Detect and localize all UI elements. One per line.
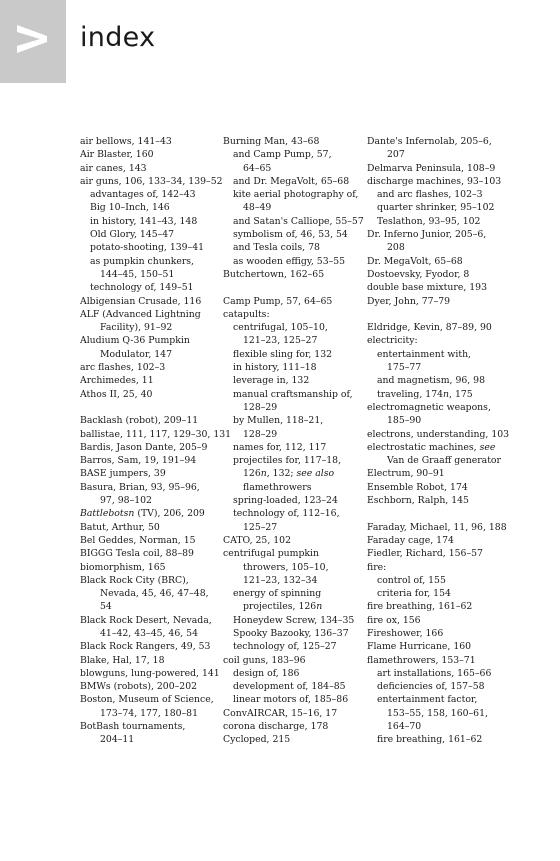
index-entry [223,654,358,667]
index-entry [367,600,502,613]
entry-text-part: n [128,508,135,520]
entry-text: and magnetism, 96, 98 [377,375,486,387]
entry-text-part: (TV), 206, 209 [134,508,205,520]
index-entry [80,255,215,268]
entry-text: development of, 184–85 [233,681,346,693]
index-entry [223,680,358,693]
index-entry [367,162,502,175]
entry-text: Big 10–Inch, 146 [90,202,170,214]
entry-text: names for, 112, 117 [233,441,327,453]
entry-text: Butchertown, 162–65 [223,268,325,280]
index-entry [223,693,358,706]
index-entry [367,414,502,427]
index-entry [80,281,215,294]
chapter-tab [0,0,66,83]
entry-text: 97, 98–102 [100,495,152,507]
index-entry [223,295,358,308]
entry-text: 126 [243,468,261,480]
entry-text: design of, 186 [233,667,300,679]
index-entry [223,521,358,534]
entry-text: linear motors of, 185–86 [233,694,349,706]
index-entry [80,614,215,627]
index-entry [367,201,502,214]
index-entry [80,454,215,467]
entry-text: Bel Geddes, Norman, 15 [80,534,196,546]
entry-text: throwers, 105–10, [243,561,329,573]
index-entry [223,414,358,427]
entry-text: technology of, 112–16, [233,508,340,520]
index-entry [80,374,215,387]
chevron-right-icon [14,19,52,59]
entry-text: Athos II, 25, 40 [80,388,153,400]
entry-text-part: n [260,468,267,480]
entry-text: BotBash tournaments, [80,721,186,733]
entry-text: BASE jumpers, 39 [80,468,166,480]
entry-text: technology of, 149–51 [90,282,194,294]
entry-text: Delmarva Peninsula, 108–9 [367,162,496,174]
entry-text: Eschborn, Ralph, 145 [367,495,469,507]
index-entry [367,441,502,454]
entry-text: control of, 155 [377,574,446,586]
index-entry [223,228,358,241]
entry-text: flamethrowers, 153–71 [367,654,476,666]
entry-text: Albigensian Crusade, 116 [80,295,202,307]
index-entry [223,467,358,480]
page-title: index [80,22,156,53]
entry-text: 185–90 [387,415,422,427]
index-entry [367,720,502,733]
entry-text: Dostoevsky, Fyodor, 8 [367,268,470,280]
entry-text: by Mullen, 118–21, [233,415,324,427]
index-entry [80,414,215,427]
index-entry [367,627,502,640]
index-entry [223,627,358,640]
entry-text: Blake, Hal, 17, 18 [80,654,165,666]
entry-text: kite aerial photography of, [233,189,359,201]
entry-spacer [367,507,502,520]
entry-text: Modulator, 147 [100,348,172,360]
index-entry [223,707,358,720]
entry-text: coil guns, 183–96 [223,654,306,666]
entry-text: Archimedes, 11 [80,375,154,387]
entry-text: air bellows, 141–43 [80,136,172,147]
entry-text: Fiedler, Richard, 156–57 [367,548,483,560]
index-entry [80,308,215,321]
entry-text: Facility), 91–92 [100,322,173,334]
entry-text: fire ox, 156 [367,614,421,626]
index-entry [223,348,358,361]
entry-text: Honeydew Screw, 134–35 [233,614,355,626]
index-entry [223,481,358,494]
entry-text: Teslathon, 93–95, 102 [377,215,481,227]
entry-text: Van de Graaff generator [387,455,501,467]
index-entry [223,175,358,188]
entry-text: potato-shooting, 139–41 [90,242,205,254]
index-entry [367,295,502,308]
entry-text: entertainment with, [377,348,472,360]
entry-text: electricity: [367,335,418,347]
entry-text: Dr. MegaVolt, 65–68 [367,255,463,267]
index-entry [80,215,215,228]
entry-text: leverage in, 132 [233,375,310,387]
index-entry [367,175,502,188]
entry-text: 128–29 [243,401,278,413]
index-entry [367,481,502,494]
entry-text: 121–23, 125–27 [243,335,318,347]
index-entry [223,574,358,587]
entry-text: 121–23, 132–34 [243,574,318,586]
entry-text: blowguns, lung-powered, 141 [80,667,220,679]
entry-text: Flame Hurricane, 160 [367,641,472,653]
index-entry [223,600,358,613]
index-entry [367,188,502,201]
index-entry [223,494,358,507]
entry-text: and Satan's Calliope, 55–57 [233,215,364,227]
index-entry [367,547,502,560]
entry-text: electrostatic machines, [367,441,480,453]
index-entry [367,401,502,414]
index-entry [80,428,232,441]
entry-text: ballistae, 111, 117, 129–30, 131 [80,428,232,440]
index-entry [367,454,502,467]
entry-spacer [223,281,358,294]
index-entry [223,215,364,228]
index-entry [80,481,215,494]
index-entry [80,521,215,534]
entry-text: air guns, 106, 133–34, 139–52 [80,175,223,187]
entry-text-part: n [316,601,323,613]
entry-text: 204–11 [100,734,135,746]
index-entry [367,614,502,627]
index-entry [367,135,502,148]
entry-text: 144–45, 150–51 [100,268,175,280]
index-column-1 [80,135,232,747]
index-entry [223,361,358,374]
index-entry [367,374,502,387]
index-column-2 [223,135,364,747]
index-entry [80,148,215,161]
index-entry [80,467,215,480]
index-entry [223,241,358,254]
entry-text: as pumpkin chunkers, [90,255,194,267]
index-entry [80,334,215,347]
entry-text: Cycloped, 215 [223,734,291,746]
entry-text: centrifugal, 105–10, [233,322,328,334]
entry-text: Nevada, 45, 46, 47–48, [100,588,209,600]
entry-text: in history, 111–18 [233,362,317,374]
index-entry [223,308,358,321]
entry-text: entertainment factor, [377,694,478,706]
entry-spacer [367,308,502,321]
index-entry [223,268,358,281]
entry-text: as wooden effigy, 53–55 [233,255,346,267]
entry-text: electrons, understanding, 103 [367,428,510,440]
entry-text: ConvAIRCAR, 15–16, 17 [223,707,338,719]
entry-text: Dr. Inferno Junior, 205–6, [367,229,487,241]
index-entry [367,680,502,693]
index-entry [223,188,358,201]
entry-text-part: , 132; [266,468,297,480]
entry-text: quarter shrinker, 95–102 [377,202,495,214]
index-entry [80,654,215,667]
index-entry [367,733,502,746]
index-entry [223,733,358,746]
entry-text: air canes, 143 [80,162,147,174]
index-entry [223,135,358,148]
index-entry [80,295,215,308]
entry-text-part: see also [296,468,335,480]
index-entry [80,388,215,401]
index-entry [367,521,507,534]
index-entry [223,614,358,627]
index-entry [367,268,502,281]
entry-text: Batut, Arthur, 50 [80,521,160,533]
index-entry [367,587,502,600]
entry-text: criteria for, 154 [377,588,451,600]
entry-text: 64–65 [243,162,272,174]
entry-text: discharge machines, 93–103 [367,175,502,187]
entry-text: symbolism of, 46, 53, 54 [233,229,348,241]
entry-text: Old Glory, 145–47 [90,229,175,241]
entry-text: art installations, 165–66 [377,667,492,679]
entry-text: 54 [100,601,112,613]
entry-text: 41–42, 43–45, 46, 54 [100,627,199,639]
entry-text: energy of spinning [233,588,322,600]
index-entry [80,175,223,188]
index-entry [80,720,215,733]
entry-text: Electrum, 90–91 [367,468,445,480]
index-entry [367,428,510,441]
index-entry [367,640,502,653]
index-entry [80,507,215,520]
index-entry [223,148,358,161]
entry-text: Battlebots [80,508,129,520]
index-entry [80,321,215,334]
entry-text: BIGGG Tesla coil, 88–89 [80,548,194,560]
index-entry [367,574,502,587]
entry-text: 153–55, 158, 160–61, [387,707,488,719]
index-entry [80,228,215,241]
index-entry [80,561,215,574]
entry-text: 207 [387,149,405,161]
entry-text: and Dr. MegaVolt, 65–68 [233,175,350,187]
entry-text: projectiles, 126 [243,601,317,613]
entry-text: 208 [387,242,405,254]
entry-text-part: , 175 [449,388,473,400]
index-entry [80,693,215,706]
index-column-3 [367,135,510,747]
entry-text: 128–29 [243,428,278,440]
entry-text: projectiles for, 117–18, [233,455,342,467]
entry-text: fire breathing, 161–62 [367,601,473,613]
index-entry [223,334,358,347]
index-entry [223,388,358,401]
index-entry [367,707,502,720]
entry-text: corona discharge, 178 [223,721,329,733]
index-entry [80,640,215,653]
index-entry [80,627,215,640]
entry-text: double base mixture, 193 [367,282,487,294]
index-entry [367,148,502,161]
index-entry [80,667,220,680]
entry-text: Dyer, John, 77–79 [367,295,451,307]
entry-text: Barros, Sam, 19, 191–94 [80,455,197,467]
entry-text: fire: [367,561,387,573]
entry-text: Air Blaster, 160 [80,149,154,161]
index-entry [367,215,502,228]
entry-text: and arc flashes, 102–3 [377,189,483,201]
entry-text: Bardis, Jason Dante, 205–9 [80,441,208,453]
entry-text: Fireshower, 166 [367,627,444,639]
index-entry [80,574,215,587]
entry-text: 164–70 [387,721,422,733]
index-entry [80,707,215,720]
entry-text: Black Rock Desert, Nevada, [80,614,212,626]
index-entry [367,534,502,547]
index-entry [80,348,215,361]
index-entry [80,441,215,454]
entry-text: and Camp Pump, 57, [233,149,332,161]
index-entry [367,693,502,706]
entry-text: catapults: [223,308,270,320]
index-entry [80,494,215,507]
entry-text: Faraday, Michael, 11, 96, 188 [367,521,507,533]
index-entry [367,388,502,401]
entry-text: ALF (Advanced Lightning [80,308,201,320]
entry-spacer [80,401,215,414]
entry-text: manual craftsmanship of, [233,388,353,400]
entry-text: Camp Pump, 57, 64–65 [223,295,333,307]
entry-text: flamethrowers [243,481,312,493]
entry-text: Black Rock Rangers, 49, 53 [80,641,211,653]
entry-text: Basura, Brian, 93, 95–96, [80,481,200,493]
entry-text: traveling, 174 [377,388,444,400]
index-entry [367,228,502,241]
index-entry [223,162,358,175]
entry-text: Boston, Museum of Science, [80,694,214,706]
entry-text: Aludium Q-36 Pumpkin [80,335,190,347]
entry-text: BMWs (robots), 200–202 [80,681,198,693]
index-entry [367,667,502,680]
index-entry [367,654,502,667]
index-entry [223,640,358,653]
entry-text: 48–49 [243,202,272,214]
index-entry [223,401,358,414]
index-entry [80,241,215,254]
entry-text: and Tesla coils, 78 [233,242,320,254]
index-entry [223,454,358,467]
entry-text: in history, 141–43, 148 [90,215,198,227]
index-entry [367,241,502,254]
entry-text-part: see [479,441,496,453]
index-entry [367,561,502,574]
index-entry [80,268,215,281]
index-entry [367,334,502,347]
index-entry [223,507,358,520]
entry-text: Faraday cage, 174 [367,534,454,546]
index-entry [80,162,215,175]
entry-text: flexible sling for, 132 [233,348,333,360]
index-entry [80,587,215,600]
index-entry [80,733,215,746]
entry-text: deficiencies of, 157–58 [377,681,485,693]
entry-text: 173–74, 177, 180–81 [100,707,199,719]
entry-text: biomorphism, 165 [80,561,166,573]
entry-text: centrifugal pumpkin [223,548,320,560]
entry-text: Ensemble Robot, 174 [367,481,468,493]
entry-text: Burning Man, 43–68 [223,136,320,147]
index-entry [367,321,502,334]
index-entry [80,135,215,148]
index-entry [80,600,215,613]
index-entry [80,680,215,693]
index-entry [223,374,358,387]
index-entry [367,281,502,294]
index-entry [223,547,358,560]
entry-text-part: n [443,388,450,400]
index-entry [223,561,358,574]
index-entry [80,188,215,201]
entry-text: technology of, 125–27 [233,641,337,653]
entry-text: spring-loaded, 123–24 [233,495,338,507]
index-entry [223,428,358,441]
index-entry [80,361,215,374]
entry-text: CATO, 25, 102 [223,534,291,546]
index-entry [80,534,215,547]
index-entry [223,667,358,680]
entry-text: Black Rock City (BRC), [80,574,189,586]
index-entry [223,321,358,334]
index-entry [223,201,358,214]
entry-text: Dante's Infernolab, 205–6, [367,136,492,147]
entry-text: arc flashes, 102–3 [80,362,166,374]
entry-text: fire breathing, 161–62 [377,734,483,746]
index-entry [367,348,502,361]
index-entry [367,255,502,268]
entry-text: Backlash (robot), 209–11 [80,415,199,427]
entry-text: electromagnetic weapons, [367,401,491,413]
index-entry [367,494,502,507]
entry-text: 125–27 [243,521,278,533]
index-entry [223,534,358,547]
index-entry [223,720,358,733]
index-entry [223,587,358,600]
entry-text: Eldridge, Kevin, 87–89, 90 [367,322,492,334]
index-entry [367,467,502,480]
entry-text: Spooky Bazooky, 136–37 [233,627,349,639]
index-entry [80,547,215,560]
entry-text: 175–77 [387,362,422,374]
entry-text: advantages of, 142–43 [90,189,196,201]
index-entry [223,441,358,454]
index-entry [223,255,358,268]
index-entry [367,361,502,374]
index-entry [80,201,215,214]
